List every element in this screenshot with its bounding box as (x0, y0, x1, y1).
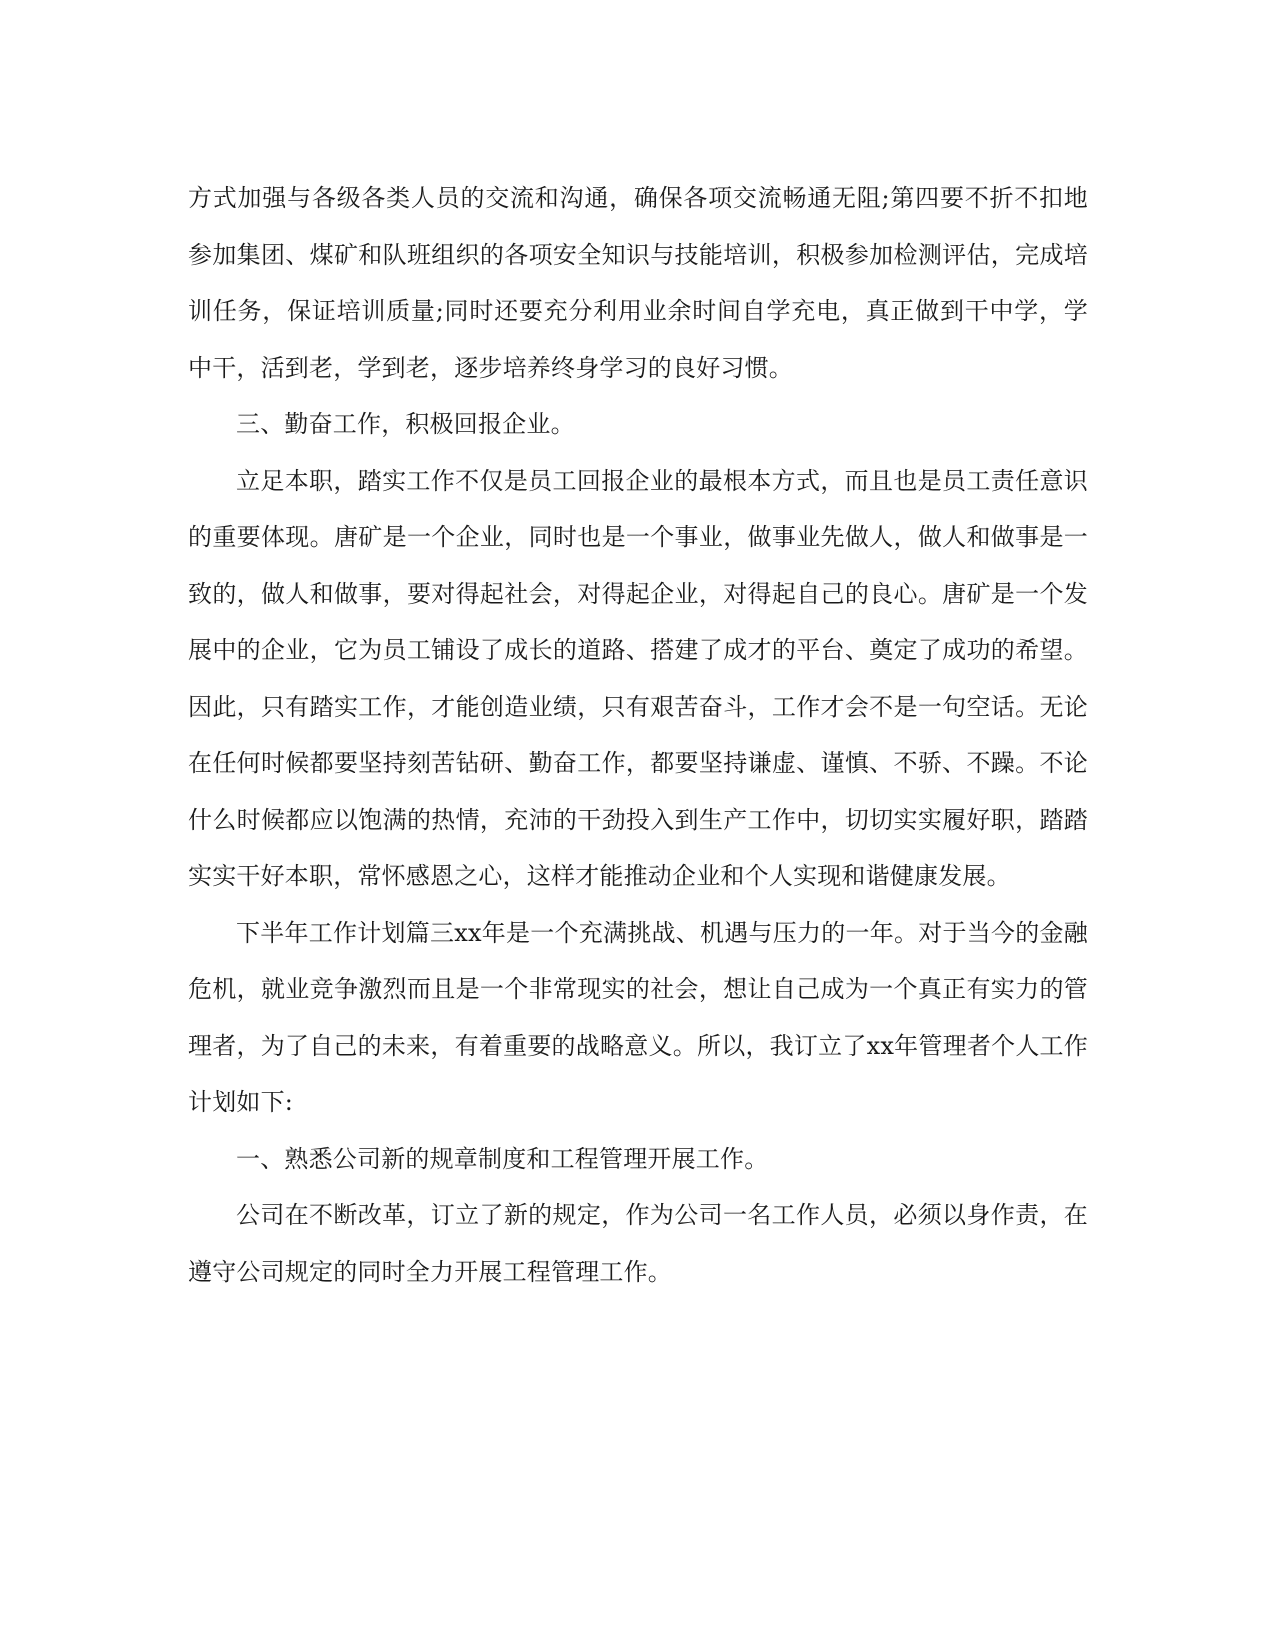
document-body (188, 170, 1088, 1300)
paragraph-company-rules: 公司在不断改革，订立了新的规定，作为公司一名工作人员，必须以身作责，在遵守公司规定的同时全力开展工程管理工作。 (188, 1201, 1088, 1286)
section-heading-3: 三、勤奋工作，积极回报企业。 (236, 410, 575, 438)
section-heading-1: 一、熟悉公司新的规章制度和工程管理开展工作。 (236, 1144, 769, 1173)
paragraph-continued: 方式加强与各级各类人员的交流和沟通，确保各项交流畅通无阻;第四要不折不扣地参加集团、煤矿和队班组织的各项安全知识与技能培训，积极参加检测评估，完成培训任务，保证培训质量;同时还要充分利用业余时间自学充电，真正做到干中学，学中干，活到老，学到老，逐步培养终身学习的良好习惯。 (188, 184, 1088, 382)
paragraph-work-plan-3: 下半年工作计划篇三xx年是一个充满挑战、机遇与压力的一年。对于当今的金融危机，就业竞争激烈而且是一个非常现实的社会，想让自己成为一个真正有实力的管理者，为了自己的未来，有着重要的战略意义。所以，我订立了xx年管理者个人工作计划如下: (188, 918, 1088, 1116)
paragraph-work-diligently: 立足本职，踏实工作不仅是员工回报企业的最根本方式，而且也是员工责任意识的重要体现。唐矿是一个企业，同时也是一个事业，做事业先做人，做人和做事是一致的，做人和做事，要对得起社会，对得起企业，对得起自己的良心。唐矿是一个发展中的企业，它为员工铺设了成长的道路、搭建了成才的平台、奠定了成功的希望。因此，只有踏实工作，才能创造业绩，只有艰苦奋斗，工作才会不是一句空话。无论在任何时候都要坚持刻苦钻研、勤奋工作，都要坚持谦虚、谨慎、不骄、不躁。不论什么时候都应以饱满的热情，充沛的干劲投入到生产工作中，切切实实履好职，踏踏实实干好本职，常怀感恩之心，这样才能推动企业和个人实现和谐健康发展。 (188, 466, 1088, 890)
